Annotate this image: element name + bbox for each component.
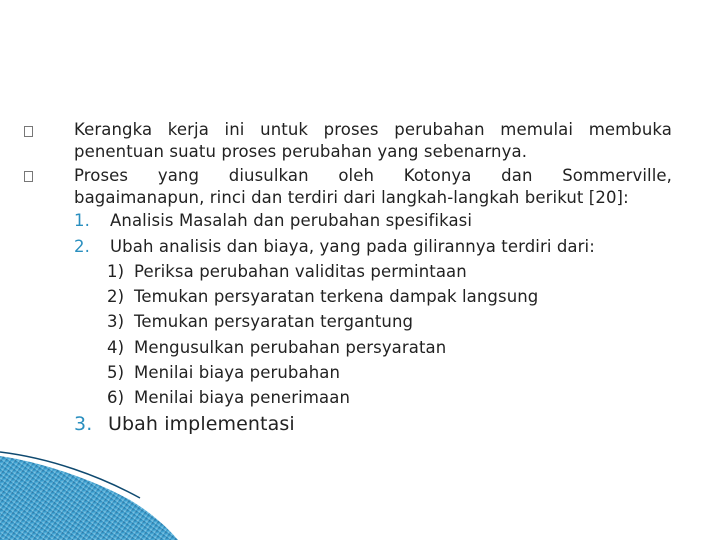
bullet-1-line-1: Kerangka kerja ini untuk proses perubahan memulai membuka [74,120,672,139]
bullet-1-line-2: penentuan suatu proses perubahan yang sebenarnya. [74,142,528,161]
substep-5: 5) Menilai biaya perubahan [107,363,341,382]
bullet-2-line-2: bagaimanapun, rinci dan terdiri dari langkah-langkah berikut [20]: [74,188,629,207]
bullet-2-line-1: Proses yang diusulkan oleh Kotonya dan Sommerville, [74,166,672,185]
step-1-text: Analisis Masalah dan perubahan spesifikasi [110,211,473,230]
bullet-box-icon [24,171,33,182]
step-2 [74,236,595,258]
step-3-text: Ubah implementasi [108,413,295,435]
bullet-box-icon [24,126,33,137]
step-1-number: 1. [74,211,90,230]
substep-4: 4) Mengusulkan perubahan persyaratan [107,338,447,357]
step-1 [74,210,473,232]
step-3 [74,411,295,437]
step-2-text: Ubah analisis dan biaya, yang pada gilirannya terdiri dari: [110,237,595,256]
substep-2: 2) Temukan persyaratan terkena dampak langsung [107,287,539,306]
substep-6: 6) Menilai biaya penerimaan [107,388,350,407]
substep-1: 1) Periksa perubahan validitas permintaan [107,262,467,281]
substep-3: 3) Temukan persyaratan tergantung [107,312,414,331]
step-2-number: 2. [74,237,90,256]
step-3-number: 3. [74,413,93,435]
